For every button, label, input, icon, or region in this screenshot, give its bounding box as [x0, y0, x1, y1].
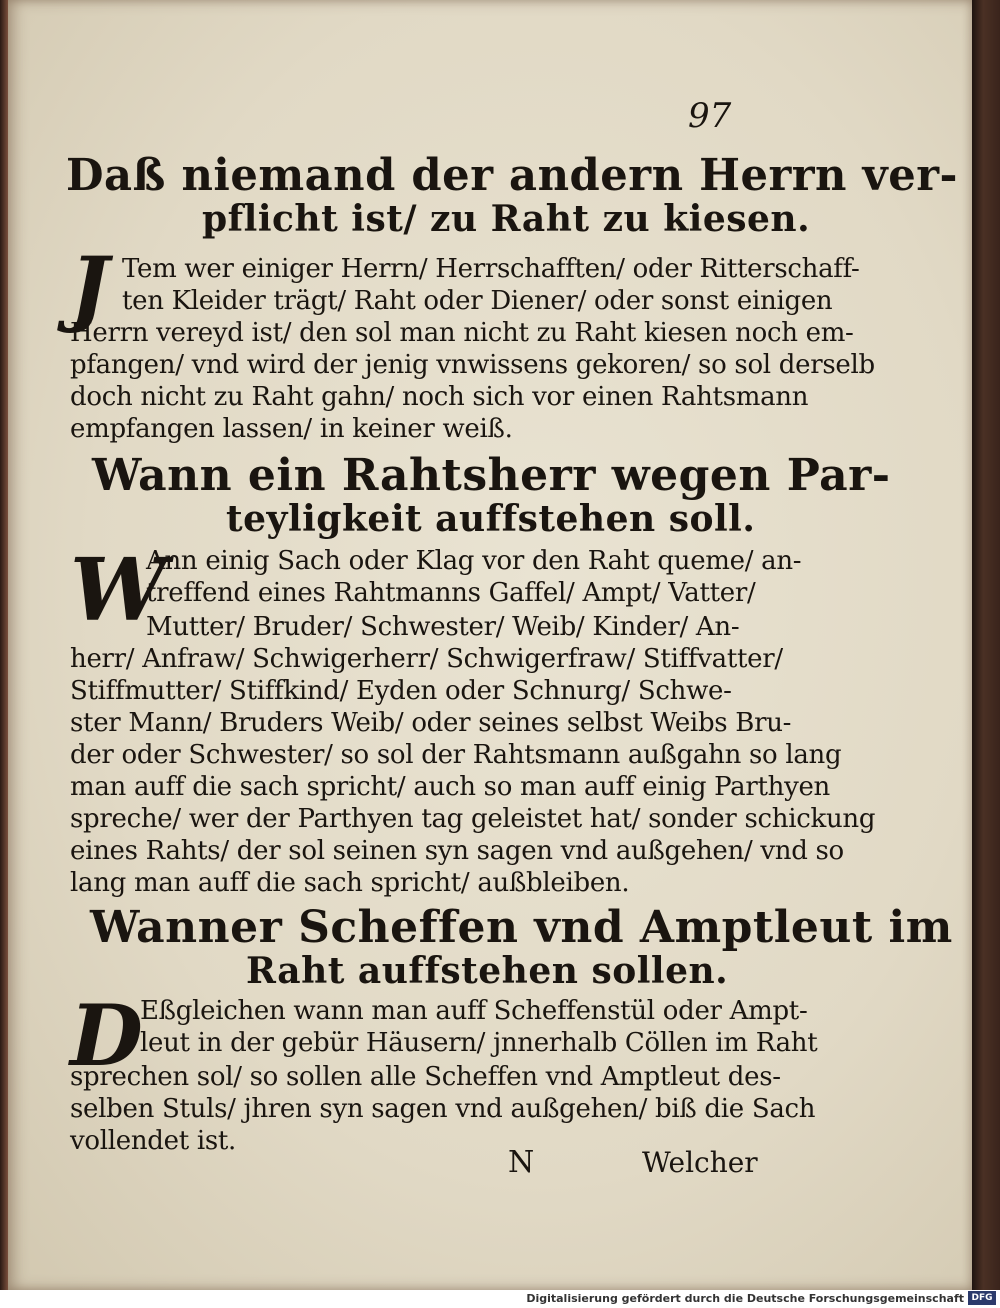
section-1-heading-line-1: Daß niemand der andern Herrn ver- — [66, 150, 958, 201]
page-number: 97 — [688, 96, 732, 136]
section-1-line: Tem wer einiger Herrn/ Herrschafften/ oder Ritterschaff- — [122, 254, 860, 284]
section-1-line: empfangen lassen/ in keiner weiß. — [70, 414, 513, 444]
section-3-heading-line-1: Wanner Scheffen vnd Amptleut im — [90, 902, 953, 953]
section-3-line: selben Stuls/ jhren syn sagen vnd außgehen/ biß die Sach — [70, 1094, 816, 1124]
binding-shadow — [0, 0, 8, 1290]
section-1-line: doch nicht zu Raht gahn/ noch sich vor einen Rahtsmann — [70, 382, 809, 412]
section-1-line: pfangen/ vnd wird der jenig vnwissens gekoren/ so sol derselb — [70, 350, 875, 380]
section-3-line: leut in der gebür Häusern/ jnnerhalb Cöllen im Raht — [140, 1028, 818, 1058]
section-3-dropcap: D — [70, 986, 143, 1085]
section-2-dropcap: W — [70, 540, 167, 641]
section-3-line: vollendet ist. — [70, 1126, 237, 1156]
section-3-heading-line-2: Raht auffstehen sollen. — [246, 950, 729, 992]
section-2-line: ster Mann/ Bruders Weib/ oder seines selbst Weibs Bru- — [70, 708, 792, 738]
section-2-line: lang man auff die sach spricht/ außbleiben. — [70, 868, 630, 898]
signature-mark: N — [508, 1145, 535, 1180]
page-edge — [972, 0, 1000, 1290]
section-3-line: sprechen sol/ so sollen alle Scheffen vnd Amptleut des- — [70, 1062, 781, 1092]
footer-bar — [0, 1290, 1000, 1308]
dfg-logo-icon: DFG — [968, 1291, 996, 1305]
section-3-line: Eßgleichen wann man auff Scheffenstül oder Ampt- — [140, 996, 808, 1026]
section-2-line: der oder Schwester/ so sol der Rahtsmann außgahn so lang — [70, 740, 842, 770]
section-2-line: eines Rahts/ der sol seinen syn sagen vnd außgehen/ vnd so — [70, 836, 844, 866]
catchword: Welcher — [642, 1146, 758, 1179]
section-2-line: herr/ Anfraw/ Schwigerherr/ Schwigerfraw/ Stiffvatter/ — [70, 644, 783, 674]
section-2-line: Stiffmutter/ Stiffkind/ Eyden oder Schnurg/ Schwe- — [70, 676, 732, 706]
section-2-heading-line-2: teyligkeit auffstehen soll. — [226, 498, 756, 540]
section-1-line: Herrn vereyd ist/ den sol man nicht zu Raht kiesen noch em- — [70, 318, 854, 348]
section-1-dropcap: J — [70, 240, 109, 336]
section-1-heading-line-2: pflicht ist/ zu Raht zu kiesen. — [202, 198, 811, 240]
section-2-line: Ann einig Sach oder Klag vor den Raht queme/ an- — [146, 546, 802, 576]
section-2-line: man auff die sach spricht/ auch so man auff einig Parthyen — [70, 772, 830, 802]
section-2-heading-line-1: Wann ein Rahtsherr wegen Par- — [92, 450, 891, 501]
section-1-line: ten Kleider trägt/ Raht oder Diener/ oder sonst einigen — [122, 286, 833, 316]
section-2-line: treffend eines Rahtmanns Gaffel/ Ampt/ Vatter/ — [146, 578, 756, 608]
footer-credit: Digitalisierung gefördert durch die Deutsche Forschungsgemeinschaft — [526, 1292, 964, 1305]
section-2-line: Mutter/ Bruder/ Schwester/ Weib/ Kinder/ An- — [146, 612, 740, 642]
section-2-line: spreche/ wer der Parthyen tag geleistet hat/ sonder schickung — [70, 804, 876, 834]
